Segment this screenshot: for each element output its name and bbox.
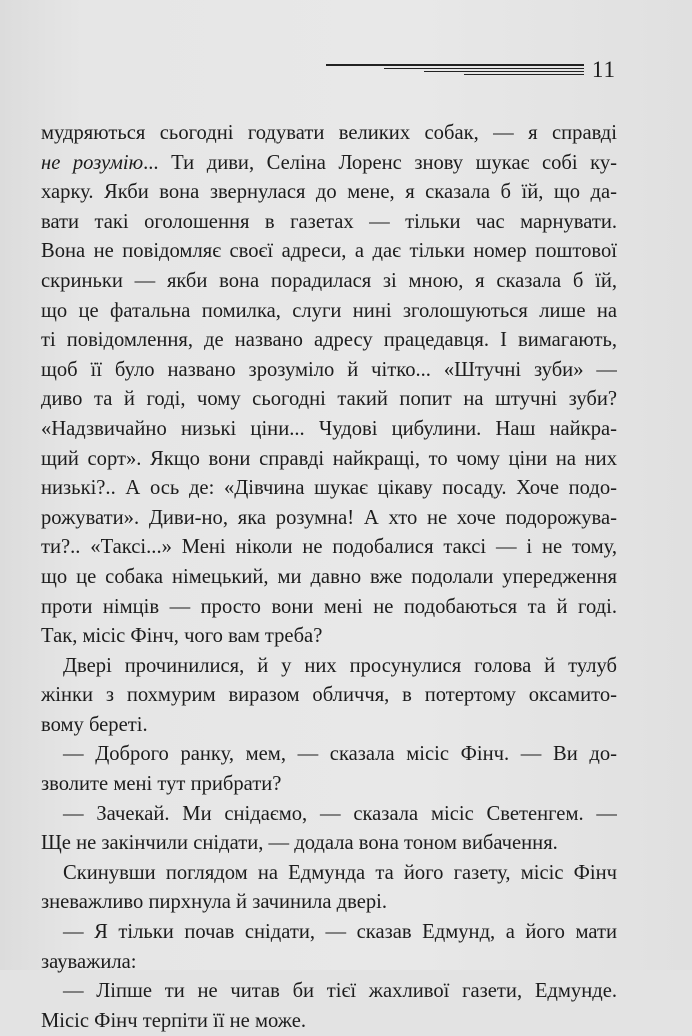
text-line [41,888,617,918]
header-rule [326,64,584,66]
text-line [41,326,617,356]
text-line [41,948,617,978]
text-line [41,445,617,475]
text-line [41,622,617,652]
text-line [41,533,617,563]
running-header [326,56,616,86]
line-text: «Надзвичайно низькі ціни... Чудові цибулини. Наш найкра- [41,417,617,440]
line-text: рожувати». Диви-но, яка розумна! А хто не хоче подорожува- [41,506,617,529]
line-text: що це собака німецький, ми давно вже подолали упередження [41,565,617,588]
line-text: — Я тільки почав снідати, — сказав Едмунд, а його мати [63,921,617,944]
text-line [41,681,617,711]
line-text: ... Ти диви, Селіна Лоренс знову шукає собі ку- [143,151,617,174]
line-text: ти?.. «Таксі...» Мені ніколи не подобалися таксі — і не тому, [41,536,617,559]
line-text: вати такі оголошення в газетах — тільки час марнувати. [41,210,617,233]
line-text: мудряються сьогодні годувати великих собак, — я справді [41,122,617,144]
line-text: диво та й годі, чому сьогодні такий попит на штучні зуби? [41,388,617,411]
line-text: що це фатальна помилка, слуги нині зголошуються лише на [41,299,617,322]
header-rule [424,71,584,72]
text-line [41,829,617,859]
text-line [41,1007,617,1036]
line-text: проти німців — просто вони мені не подобаються та й годі. [41,595,617,618]
line-text: низькі?.. А ось де: «Дівчина шукає цікаву посаду. Хоче подо- [41,477,617,500]
line-text: — Доброго ранку, мем, — сказала місіс Фінч. — Ви до- [63,743,617,766]
text-line [41,385,617,415]
line-text: — Зачекай. Ми снідаємо, — сказала місіс Светенгем. — [63,802,617,825]
text-line [41,415,617,445]
header-ornament-rules [326,64,584,78]
line-text: скриньки — якби вона порадилася зі мною, я сказала б їй, [41,269,617,292]
text-line [41,178,617,208]
text-line [41,149,617,179]
text-line [41,356,617,386]
text-line [41,119,617,149]
line-text: Місіс Фінч терпіти її не може. [41,1009,307,1032]
text-line [41,652,617,682]
header-rule [384,68,584,69]
text-line [41,711,617,741]
text-line [41,593,617,623]
text-line [41,237,617,267]
text-line [41,800,617,830]
text-line [41,267,617,297]
text-line [41,297,617,327]
text-line [41,504,617,534]
body-text [41,119,617,1036]
text-line [41,474,617,504]
line-text: Двері прочинилися, й у них просунулися голова й тулуб [63,654,617,677]
line-text: ті повідомлення, де названо адресу працедавця. І вимагають, [41,329,617,352]
line-text: зволите мені тут прибрати? [41,773,282,796]
text-line [41,977,617,1007]
line-text: — Ліпше ти не читав би тієї жахливої газети, Едмунде. [63,980,617,1003]
text-line [41,770,617,800]
emphasis-text: не розумію [41,151,144,174]
header-rule [464,74,584,75]
text-line [41,563,617,593]
text-line [41,740,617,770]
page-number: 11 [591,57,616,82]
line-text: зауважила: [41,950,137,973]
line-text: зневажливо пирхнула й зачинила двері. [41,891,388,914]
line-text: щий сорт». Якщо вони справді найкращі, то чому ціни на них [41,447,617,470]
text-line [41,859,617,889]
text-line [41,918,617,948]
line-text: жінки з похмурим виразом обличчя, в потертому оксамито- [41,684,617,707]
line-text: Скинувши поглядом на Едмунда та його газету, місіс Фінч [63,861,617,884]
line-text: вому береті. [41,713,148,736]
line-text: Вона не повідомляє своєї адреси, а дає тільки номер поштової [41,240,617,263]
line-text: харку. Якби вона звернулася до мене, я сказала б їй, що да- [41,181,617,204]
line-text: Ще не закінчили снідати, — додала вона тоном вибачення. [41,832,558,855]
line-text: Так, місіс Фінч, чого вам треба? [41,625,323,648]
text-line [41,208,617,238]
line-text: щоб її було названо зрозуміло й чітко... «Штучні зуби» — [41,358,617,381]
